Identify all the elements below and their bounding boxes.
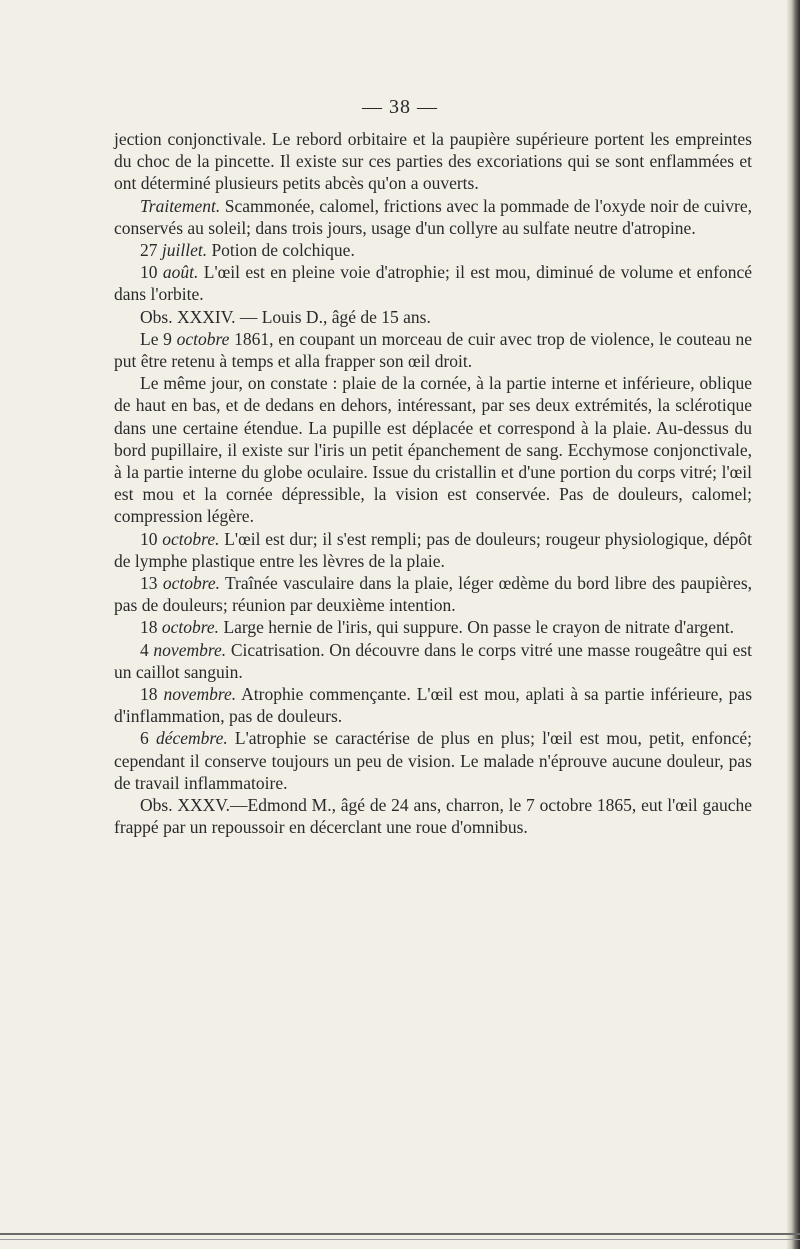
text-run: 4	[140, 639, 154, 660]
paragraph	[114, 727, 752, 794]
paragraph	[114, 306, 752, 328]
text-run: Obs. XXXV.—Edmond M., âgé de 24 ans, charron, le 7 octobre 1865, eut l'œil gauche frappé par un repoussoir en décerclant une roue d'omnibus.	[114, 795, 752, 838]
italic-date: Traitement.	[140, 195, 221, 216]
paragraph	[114, 794, 752, 838]
text-run: 27	[140, 240, 162, 261]
paragraph	[114, 328, 752, 372]
paragraph	[114, 528, 752, 572]
text-run: Cicatrisation. On découvre dans le corps vitré une masse rougeâtre qui est un caillot sanguin.	[114, 639, 753, 682]
scan-page-edge	[786, 0, 800, 1249]
bottom-scan-line	[0, 1233, 800, 1235]
text-run: Large hernie de l'iris, qui suppure. On passe le crayon de nitrate d'argent.	[219, 617, 734, 638]
text-run: Potion de colchique.	[207, 240, 355, 261]
text-run: 13	[140, 573, 163, 594]
italic-date: octobre.	[162, 528, 220, 549]
italic-date: août.	[162, 262, 199, 283]
text-run: 1861, en coupant un morceau de cuir avec trop de violence, le couteau ne put être retenu à temps et alla frapper son œil droit.	[114, 328, 752, 372]
paragraph	[114, 572, 752, 616]
text-run: jection conjonctivale. Le rebord orbitaire et la paupière supérieure portent les empreintes du choc de la pincette. Il existe sur ces parties des excoriations qui se sont enflammées et ont déterminé plusieurs petits abcès qu'on a ouverts.	[114, 129, 752, 194]
paragraph	[114, 261, 752, 305]
paragraph	[114, 128, 752, 195]
italic-date: novembre.	[163, 684, 237, 705]
text-run: L'atrophie se caractérise de plus en plus; l'œil est mou, petit, enfoncé; cependant il conserve toujours un peu de vision. Le malade n'éprouve aucune douleur, pas de travail inflammatoire.	[114, 728, 753, 793]
text-run: Obs. XXXIV. — Louis D., âgé de 15 ans.	[140, 306, 431, 327]
page-number: — 38 —	[362, 96, 438, 118]
italic-date: octobre.	[162, 573, 220, 594]
paragraph	[114, 639, 752, 683]
text-run: 10	[140, 262, 163, 283]
italic-date: octobre.	[161, 617, 220, 638]
text-run: 6	[140, 728, 156, 749]
text-run: Atrophie commençante. L'œil est mou, aplati à sa partie inférieure, pas d'inflammation, pas de douleurs.	[114, 684, 753, 727]
text-run: L'œil est en pleine voie d'atrophie; il est mou, diminué de volume et enfoncé dans l'orbite.	[114, 262, 752, 305]
text-run: Le même jour, on constate : plaie de la cornée, à la partie interne et inférieure, oblique de haut en bas, et de dedans en dehors, intéressant, par ses deux extrémités, la sclérotique dans une certaine étendue. La pupille est déplacée et correspond à la plaie. Au-dessus du bord pupillaire, il existe sur l'iris un petit épanchement de sang. Ecchymose conjonctivale, à la partie interne du globe oculaire. Issue du cristallin et d'une portion du corps vitré; l'œil est mou et la cornée dépressible, la vision est conservée. Pas de douleurs, calomel; compression légère.	[114, 373, 752, 527]
text-run: Scammonée, calomel, frictions avec la pommade de l'oxyde noir de cuivre, conservés au soleil; dans trois jours, usage d'un collyre au sulfate neutre d'atropine.	[114, 195, 752, 238]
body-text	[114, 128, 752, 839]
bottom-scan-line-secondary	[0, 1239, 800, 1240]
italic-date: octobre	[176, 328, 230, 349]
paragraph	[114, 239, 752, 261]
text-run: 18	[140, 617, 162, 638]
italic-date: novembre.	[153, 639, 227, 660]
paragraph	[114, 195, 752, 239]
text-run: Traînée vasculaire dans la plaie, léger œdème du bord libre des paupières, pas de douleurs; réunion par deuxième intention.	[114, 573, 753, 616]
text-run: 10	[140, 528, 163, 549]
paragraph	[114, 683, 752, 727]
text-run: Le 9	[140, 328, 177, 349]
paragraph	[114, 372, 752, 527]
paragraph	[114, 616, 752, 638]
italic-date: décembre.	[155, 728, 228, 749]
italic-date: juillet.	[161, 240, 208, 261]
text-run: L'œil est dur; il s'est rempli; pas de douleurs; rougeur physiologique, dépôt de lymphe plastique entre les lèvres de la plaie.	[114, 528, 753, 571]
text-run: 18	[140, 684, 164, 705]
